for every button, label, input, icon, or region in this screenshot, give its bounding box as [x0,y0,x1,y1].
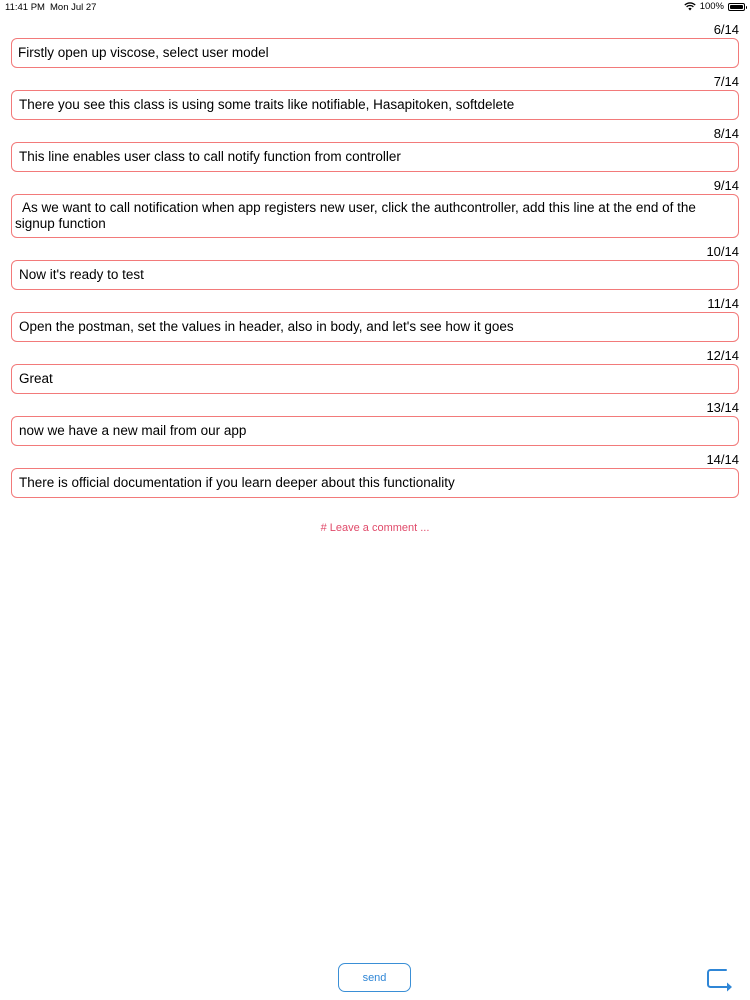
step-card[interactable]: There you see this class is using some traits like notifiable, Hasapitoken, softdelete [11,90,739,120]
step-card[interactable]: now we have a new mail from our app [11,416,739,446]
steps-list [11,22,739,504]
step-counter: 10/14 [706,244,739,259]
step-item [11,126,739,172]
send-button[interactable]: send [338,963,411,992]
step-counter: 6/14 [713,22,739,37]
step-item [11,296,739,342]
step-counter: 12/14 [706,348,739,363]
step-item [11,348,739,394]
step-counter: 11/14 [707,296,739,311]
wifi-icon [684,2,696,11]
step-item [11,400,739,446]
leave-comment-link[interactable]: # Leave a comment ... [320,522,430,534]
step-item [11,244,739,290]
step-item [11,74,739,120]
step-card[interactable]: Firstly open up viscose, select user model [11,38,739,68]
step-card[interactable]: There is official documentation if you learn deeper about this functionality [11,468,739,498]
status-date: Mon Jul 27 [50,2,97,13]
step-card[interactable]: Open the postman, set the values in header, also in body, and let's see how it goes [11,312,739,342]
step-counter: 14/14 [706,452,739,467]
status-bar [0,0,750,14]
share-forward-icon[interactable] [704,964,736,992]
step-card[interactable]: This line enables user class to call notify function from controller [11,142,739,172]
step-card[interactable]: As we want to call notification when app registers new user, click the authcontroller, add this line at the end of the signup function [11,194,739,238]
step-counter: 8/14 [713,126,739,141]
step-item [11,22,739,68]
step-card[interactable]: Now it's ready to test [11,260,739,290]
step-card[interactable]: Great [11,364,739,394]
battery-icon [728,3,745,11]
step-counter: 7/14 [713,74,739,89]
step-counter: 9/14 [713,178,739,193]
step-item [11,178,739,238]
status-indicators [684,1,745,12]
step-item [11,452,739,498]
battery-percent: 100% [699,1,724,12]
step-counter: 13/14 [706,400,739,415]
status-time: 11:41 PM [5,2,45,13]
